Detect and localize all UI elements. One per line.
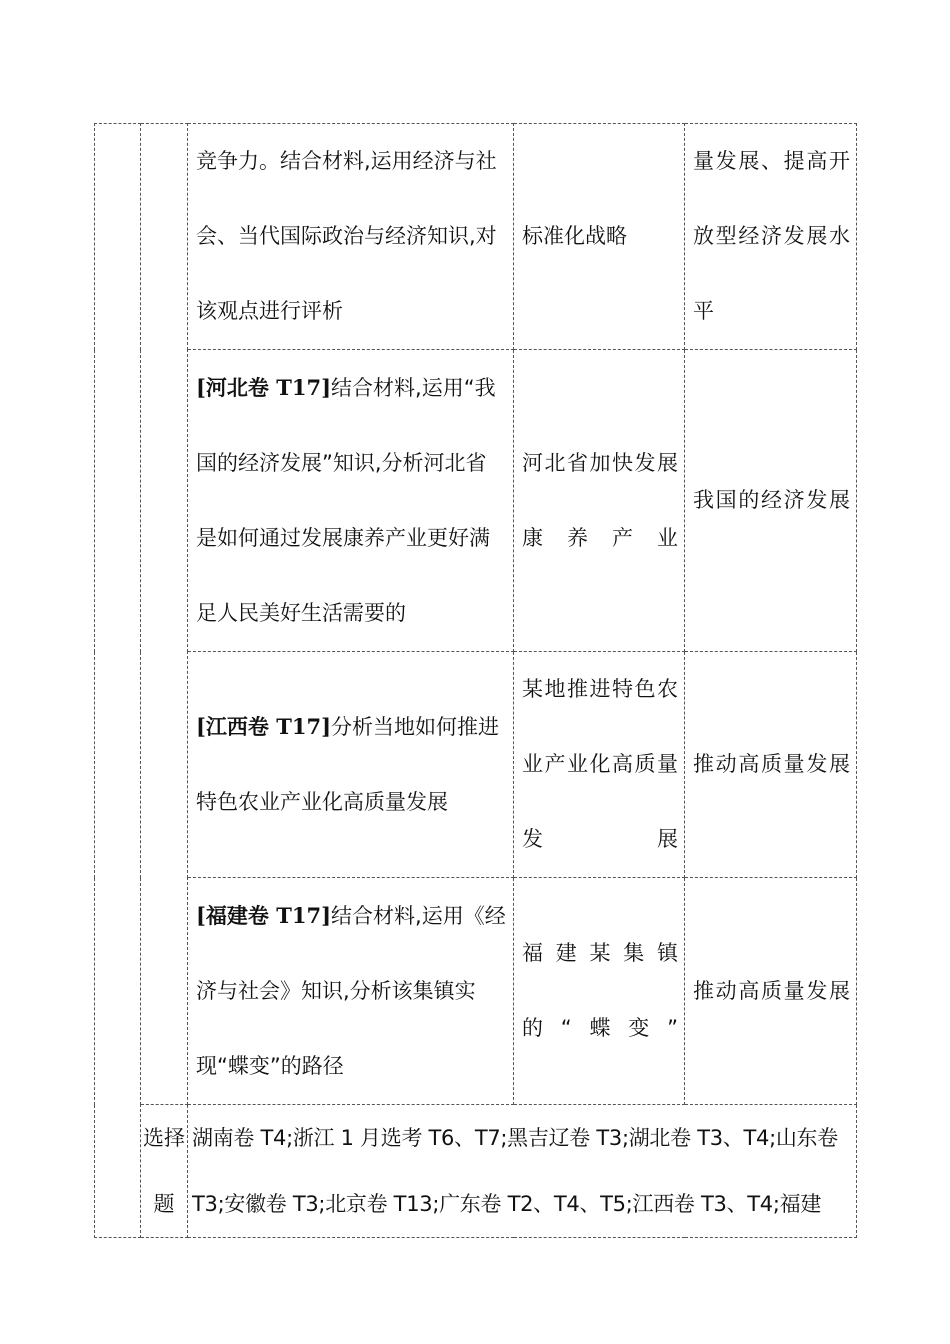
choice-content: 湖南卷 T4;浙江 1 月选考 T6、T7;黑吉辽卷 T3;湖北卷 T3、T4;山东卷 T3;安徽卷 T3;北京卷 T13;广东卷 T2、T4、T5;江西卷 T3、T4;福建 xyxy=(192,1126,838,1216)
knowledge-cell xyxy=(685,878,857,1105)
context-cell xyxy=(514,350,685,652)
subcategory-cell xyxy=(141,124,188,1105)
table-row xyxy=(95,878,857,1105)
context-text: 标准化战略 xyxy=(522,224,627,248)
question-source: [江西卷 T17] xyxy=(196,714,332,739)
exam-analysis-table xyxy=(94,123,857,1238)
table-row xyxy=(95,124,857,350)
table-row xyxy=(95,350,857,652)
question-cell xyxy=(188,350,514,652)
context-text: 某地推进特色农业产业化高质量发展 xyxy=(522,677,678,851)
choice-label: 选择题 xyxy=(143,1126,185,1216)
knowledge-text: 推动高质量发展 xyxy=(693,752,850,776)
context-cell xyxy=(514,652,685,878)
knowledge-text: 量发展、提高开放型经济发展水平 xyxy=(693,149,850,323)
question-cell xyxy=(188,652,514,878)
question-source: [河北卷 T17] xyxy=(196,375,332,400)
question-text: 结合材料,运用“我国的经济发展”知识,分析河北省是如何通过发展康养产业更好满足人民美好生活需要的 xyxy=(196,376,496,625)
context-text: 河北省加快发展康养产业 xyxy=(522,450,678,550)
context-cell xyxy=(514,878,685,1105)
context-cell xyxy=(514,124,685,350)
context-text: 福建某集镇的“蝶变” xyxy=(522,941,678,1040)
knowledge-text: 推动高质量发展 xyxy=(693,978,850,1003)
knowledge-cell xyxy=(685,652,857,878)
question-source: [福建卷 T17] xyxy=(196,903,332,928)
question-cell xyxy=(188,878,514,1105)
choice-label-cell xyxy=(141,1105,188,1238)
choice-content-cell xyxy=(188,1105,857,1238)
question-text: 分析当地如何推进特色农业产业化高质量发展 xyxy=(196,715,500,814)
knowledge-cell xyxy=(685,350,857,652)
table-row xyxy=(95,1105,857,1238)
question-text: 结合材料,运用《经济与社会》知识,分析该集镇实现“蝶变”的路径 xyxy=(196,904,506,1078)
table-row xyxy=(95,652,857,878)
knowledge-text: 我国的经济发展 xyxy=(693,488,850,512)
knowledge-cell xyxy=(685,124,857,350)
question-cell xyxy=(188,124,514,350)
category-cell xyxy=(95,124,141,1238)
question-text: 竞争力。结合材料,运用经济与社会、当代国际政治与经济知识,对该观点进行评析 xyxy=(196,149,497,323)
